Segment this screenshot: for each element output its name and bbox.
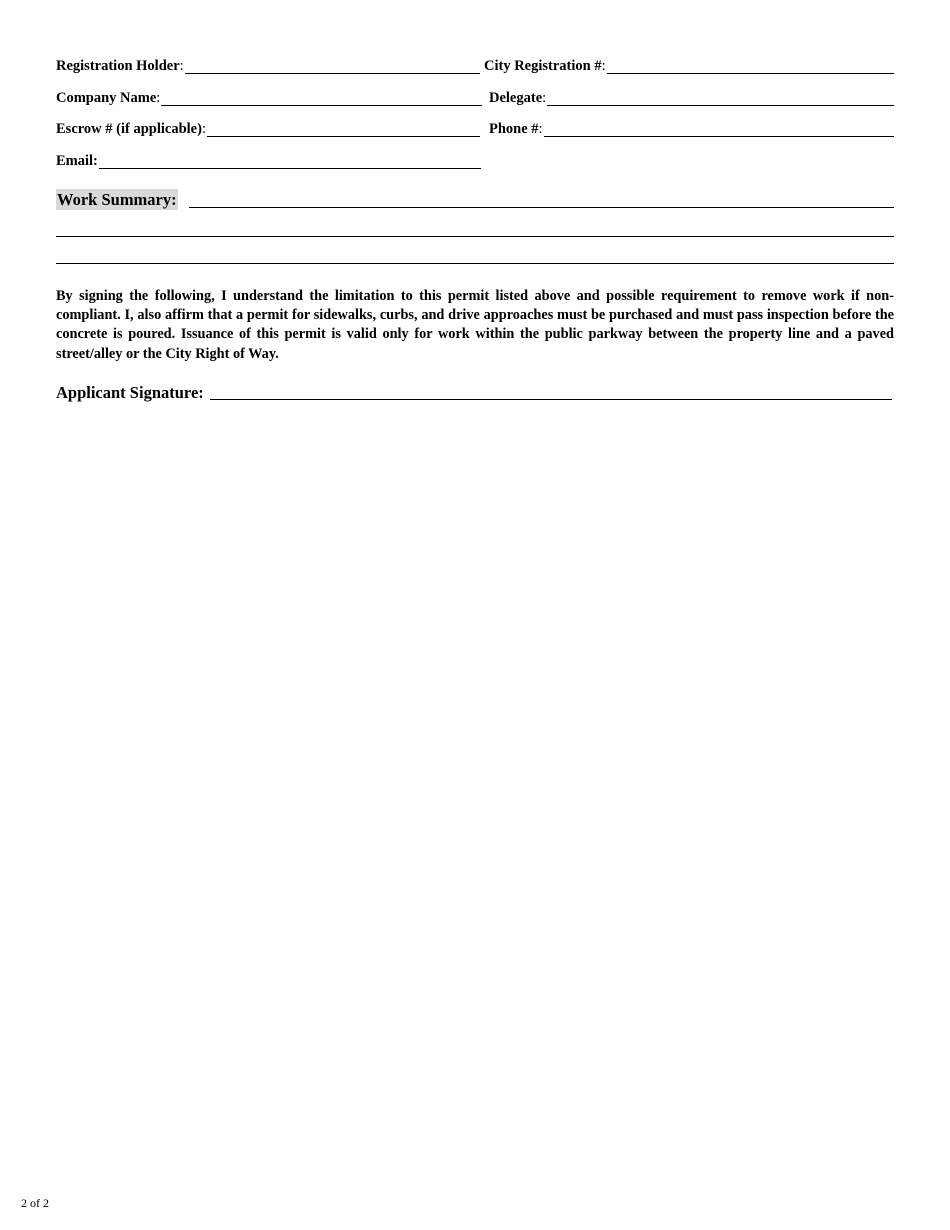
colon: : (201, 121, 206, 137)
company-name-field[interactable] (56, 88, 482, 106)
colon: : (179, 58, 184, 74)
delegate-input[interactable] (547, 90, 894, 106)
colon: : (542, 90, 547, 106)
phone-label: Phone # (489, 121, 539, 137)
escrow-input[interactable] (207, 121, 480, 137)
email-label: Email: (56, 153, 98, 169)
registration-holder-label: Registration Holder (56, 58, 180, 74)
colon: : (538, 121, 543, 137)
phone-input[interactable] (544, 121, 894, 137)
company-name-input[interactable] (161, 90, 482, 106)
work-summary-line-2[interactable] (56, 236, 894, 237)
work-summary-label: Work Summary: (57, 190, 177, 209)
colon: : (156, 90, 161, 106)
colon: : (601, 58, 606, 74)
delegate-label: Delegate (489, 90, 543, 106)
affirmation-statement: By signing the following, I understand the limitation to this permit listed above and possible requirement to remove work if non-compliant. I, also affirm that a permit for sidewalks, curbs, and drive approaches must be purchased and must pass inspection before the concrete is poured. Issuance of this permit is valid only for work within the public parkway between the property line and a paved street/alley or the City Right of Way. (56, 288, 894, 362)
registration-holder-field[interactable] (56, 56, 480, 74)
city-registration-field[interactable] (484, 56, 894, 74)
phone-field[interactable] (489, 119, 894, 137)
city-registration-input[interactable] (607, 58, 894, 74)
work-summary-line-3[interactable] (56, 263, 894, 264)
work-summary-line-1[interactable] (189, 207, 894, 208)
email-input[interactable] (99, 153, 481, 169)
escrow-field[interactable] (56, 119, 480, 137)
escrow-label: Escrow # (if applicable) (56, 121, 202, 137)
email-field[interactable] (56, 151, 481, 169)
applicant-signature-line[interactable] (210, 399, 892, 400)
applicant-signature-label: Applicant Signature: (56, 383, 204, 402)
delegate-field[interactable] (489, 88, 894, 106)
company-name-label: Company Name (56, 90, 157, 106)
page-number: 2 of 2 (21, 1196, 49, 1210)
city-registration-label: City Registration # (484, 58, 602, 74)
registration-holder-input[interactable] (185, 58, 480, 74)
